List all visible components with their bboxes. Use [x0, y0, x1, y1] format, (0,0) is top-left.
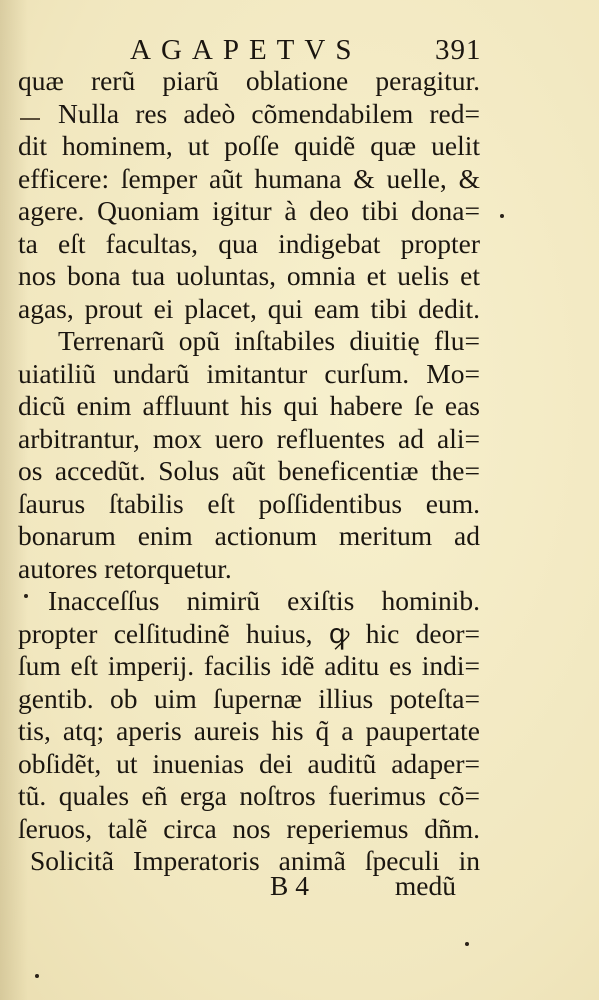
footer-line	[270, 870, 470, 904]
text-line: efficere: ſemper aũt humana & uelle, &	[18, 162, 480, 194]
margin-dot	[24, 594, 28, 598]
text-line: obſidẽt, ut inuenias dei auditũ adaper=	[18, 747, 480, 779]
text-line: Nulla res adeò cõmendabilem red=	[58, 97, 480, 129]
text-line: gentib. ob uim ſupernæ illius poteſta=	[18, 682, 480, 714]
text-line: os accedũt. Solus aũt beneficentiæ the=	[18, 455, 480, 486]
text-line: tũ. quales eñ erga noſtros fuerimus cõ=	[18, 780, 480, 811]
text-line: tis, atq; aperis aureis his q̃ a paupertate	[18, 715, 480, 746]
text-line: quæ rerũ piarũ oblatione peragitur.	[18, 65, 480, 96]
page-number: 391	[435, 34, 482, 66]
text-line: bonarum enim actionum meritum ad	[18, 520, 480, 551]
text-line: ſum eſt imperij. facilis idẽ aditu es indi=	[18, 650, 480, 681]
signature-mark: B 4	[270, 870, 309, 901]
text-line: dicũ enim affluunt his qui habere ſe eas	[18, 390, 480, 421]
text-line: autores retorquetur.	[18, 552, 232, 584]
text-line: ſeruos, talẽ circa nos reperiemus dñm.	[18, 812, 480, 844]
running-head: AGAPETVS	[130, 34, 362, 66]
margin-dot	[500, 214, 504, 218]
text-line: dit hominem, ut poſſe quidẽ quæ uelit	[18, 130, 480, 161]
text-line: arbitrantur, mox uero refluentes ad ali=	[18, 422, 480, 454]
margin-dot	[465, 942, 469, 946]
text-line: Inacceſſus nimirũ exiſtis hominib.	[48, 585, 480, 616]
catchword: medũ	[394, 870, 456, 901]
text-line: ſaurus ſtabilis eſt poſſidentibus eum.	[18, 487, 480, 519]
text-line: Solicitã Imperatoris animã ſpeculi in	[30, 845, 480, 876]
text-line: nos bona tua uoluntas, omnia et uelis et	[18, 260, 480, 291]
text-line: Terrenarũ opũ inſtabiles diuitię flu=	[58, 325, 480, 356]
text-line: uiatiliũ undarũ imitantur curſum. Mo=	[18, 357, 480, 389]
text-line: propter celſitudinẽ huius, ꝙ hic deor=	[18, 617, 480, 649]
text-line: agere. Quoniam igitur à deo tibi dona=	[18, 195, 480, 226]
text-line: ta eſt facultas, qua indigebat propter	[18, 227, 480, 259]
margin-dot	[35, 974, 39, 978]
text-block	[18, 65, 480, 878]
text-line: agas, prout ei placet, qui eam tibi dedit.	[18, 292, 480, 324]
